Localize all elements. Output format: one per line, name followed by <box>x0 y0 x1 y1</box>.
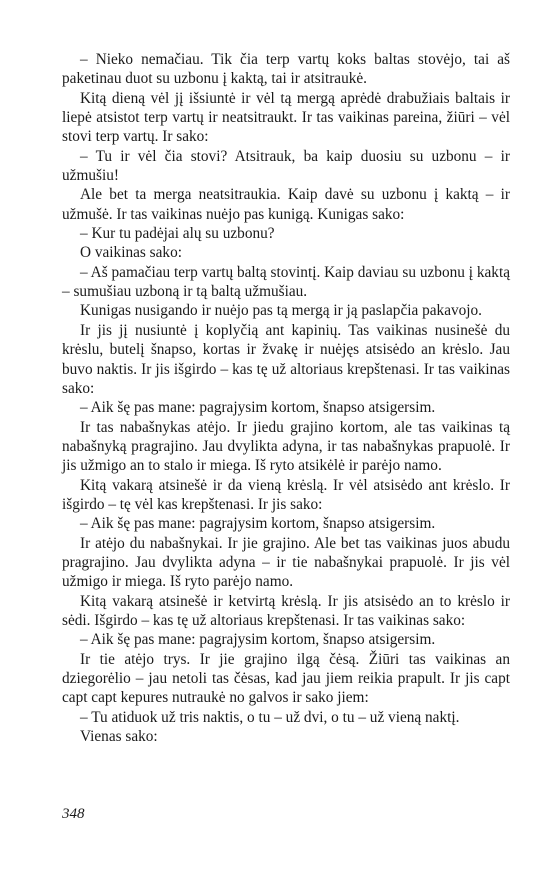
paragraph: Kitą vakarą atsinešė ir da vieną krėslą. Ir vėl atsisėdo ant krėslo. Ir išgirdo – tę vėl kas krepštenasi. Ir jis sako: <box>62 476 510 513</box>
paragraph: O vaikinas sako: <box>80 244 182 262</box>
paragraph: Ir jis jį nusiuntė į koplyčią ant kapinių. Tas vaikinas nusinešė du krėslu, butelį šnapso, kortas ir žvakę ir nuėjęs atsisėdo an krėslo. Jau buvo naktis. Ir jis išgirdo – kas tę už altoriaus krepštenasi. Ir tas vaikinas sako: <box>62 321 510 397</box>
paragraph: – Tu ir vėl čia stovi? Atsitrauk, ba kaip duosiu su uzbonu – ir užmušiu! <box>62 147 510 185</box>
paragraph: – Kur tu padėjai alų su uzbonu? <box>80 225 275 243</box>
paragraph: – Nieko nemačiau. Tik čia terp vartų koks baltas stovėjo, tai aš paketinau duot su uzbonu į kaktą, tai ir atsitraukė. <box>62 51 510 88</box>
paragraph: Ir atėjo du nabašnykai. Ir jie grajino. Ale bet tas vaikinas juos abudu pragrajino. Jau dvylikta adyna – ir tie nabašnykai prapuolė. Ir jis vėl užmigo ir miega. Iš ryto parėjo namo. <box>62 534 510 591</box>
paragraph: – Aik šę pas mane: pagrajysim kortom, šnapso atsigersim. <box>80 515 436 533</box>
paragraph: – Tu atiduok už tris naktis, o tu – už dvi, o tu – už vieną naktį. <box>80 708 460 726</box>
paragraph: – Aik šę pas mane: pagrajysim kortom, šnapso atsigersim. <box>80 631 436 649</box>
paragraph: Kunigas nusigando ir nuėjo pas tą mergą ir ją paslapčia pakavojo. <box>80 302 482 320</box>
paragraph: – Aš pamačiau terp vartų baltą stovintį. Kaip daviau su uzbonu į kaktą – sumušiau uzboną ir tą baltą užmušiau. <box>62 263 510 301</box>
body-text <box>62 50 510 746</box>
paragraph: Ir tie atėjo trys. Ir jie grajino ilgą čėsą. Žiūri tas vaikinas an dziegorėlio – jau netoli tas čėsas, kad jau jiem reikia prapult. Ir jis capt capt capt kepures nutraukė no galvos ir sako jiem: <box>62 650 510 707</box>
paragraph: Ir tas nabašnykas atėjo. Ir jiedu grajino kortom, ale tas vaikinas tą nabašnyką pragrajino. Jau dvylikta adyna, ir tas nabašnykas prapuolė. Ir jis užmigo an to stalo ir miega. Iš ryto atsikėlė ir parėjo namo. <box>62 418 510 475</box>
paragraph: Ale bet ta merga neatsitraukia. Kaip davė su uzbonu į kaktą – ir užmušė. Ir tas vaikinas nuėjo pas kunigą. Kunigas sako: <box>62 186 510 223</box>
page-number: 348 <box>62 806 85 822</box>
paragraph: Kitą vakarą atsinešė ir ketvirtą krėslą. Ir jis atsisėdo an to krėslo ir sėdi. Išgirdo – kas tę už altoriaus krepštenasi. Ir tas vaikinas sako: <box>62 592 510 629</box>
paragraph: Vienas sako: <box>80 728 158 746</box>
paragraph: – Aik šę pas mane: pagrajysim kortom, šnapso atsigersim. <box>80 399 436 417</box>
paragraph: Kitą dieną vėl jį išsiuntė ir vėl tą mergą aprėdė drabužiais baltais ir liepė atsistot terp vartų ir neatsitraukt. Ir tas vaikinas pareina, žiūri – vėl stovi terp vartų. Ir sako: <box>62 89 510 146</box>
